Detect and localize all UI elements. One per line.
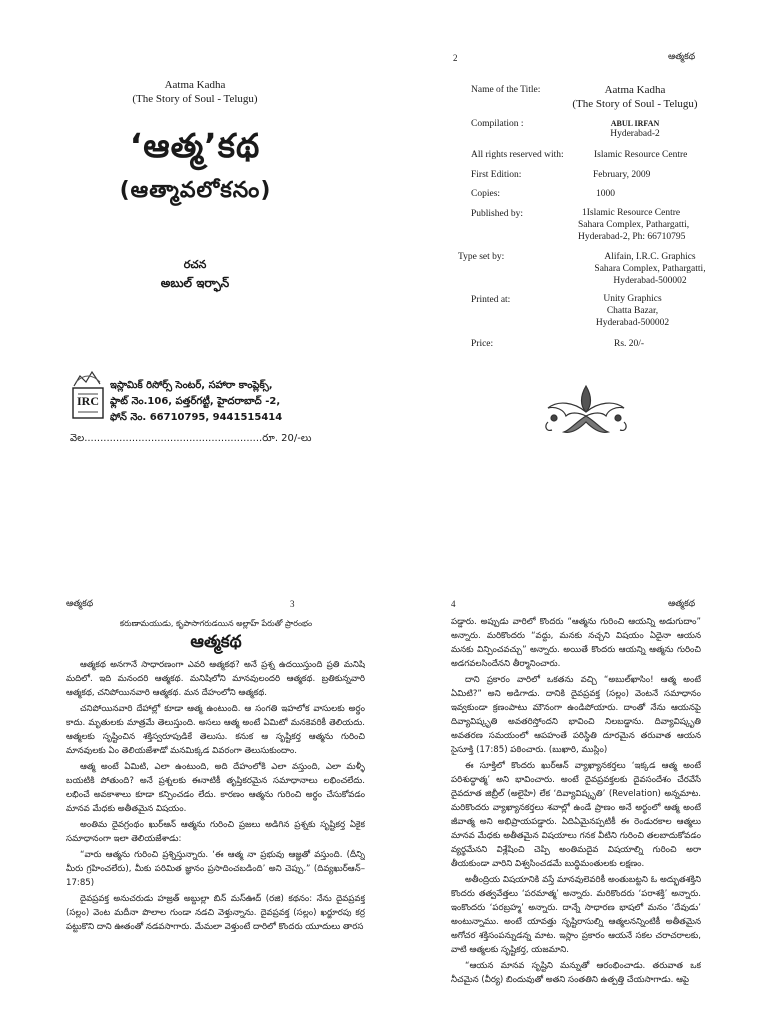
title-line-2: (The Story of Soul - Telugu) <box>132 93 258 105</box>
paragraph: పడ్డారు. అప్పుడు వారిలో కొందరు “ఆత్మను గురించి ఆయన్ని అడుగుదాం” అన్నారు. మరికొందరు “వద్దు, మనకు నచ్చని విషయం ఏదైనా ఆయన మనకు విన్పించవచ్చు” అన్నారు. అయితే కొందరు ఆయన్ని ఆత్మను గురించి అడగవలసిందేనని తీర్మానించారు. <box>451 617 701 669</box>
value-edition: February, 2009 <box>593 170 651 180</box>
title-english <box>100 78 290 106</box>
value-title-line2: (The Story of Soul - Telugu) <box>572 98 698 110</box>
author-name: అబుల్ ఇర్ఫాన్ <box>160 276 230 290</box>
paragraph: దాని ప్రకారం వారిలో ఒకతను వచ్చి “అబుల్‌ఖాసిం! ఆత్మ అంటే ఏమిటి?” అని అడిగాడు. దానికి దైవప్రవక్త (సల్లం) వెంటనే సమాధానం ఇవ్వకుండా క్రణంపాటు మౌనంగా ఉండిపోయారు. దాంతో నేను ఆయనపై దివ్యావిష్కృతి అవతరిస్తోందని భావించి నిలబడ్డాను. దివ్యావిష్కృతి అవతరణ సమయంలో ఆపహంతే పరిస్థితి దూరమైన తరువాత ఆయన సైసూక్తి (17:85) పఠించారు. (బుఖారి, ముస్లిం) <box>451 675 701 755</box>
value-typeset-line2: Sahara Complex, Pathargatti, <box>594 264 706 274</box>
value-compilation-line1: ABUL IRFAN <box>610 119 660 128</box>
running-head: ఆత్మకథ <box>66 599 94 609</box>
publisher-address <box>110 378 360 426</box>
written-by-label: రచన <box>183 258 207 271</box>
value-compilation-line2: Hyderabad-2 <box>610 129 660 139</box>
telugu-title: ‘ఆత్మ’కథ <box>129 126 261 165</box>
value-price: Rs. 20/- <box>614 339 645 349</box>
running-head: ఆత్మకథ <box>668 52 696 62</box>
price-line: వెల........................................................రూ. 20/-లు <box>70 433 312 444</box>
value-published-line3: Hyderabad-2, Ph: 66710795 <box>578 232 686 242</box>
invocation: కరుణామయుడు, కృపాసాగరుడయిన అల్లాహ్ పేరుతో ప్రారంభం <box>119 619 313 628</box>
page-number: 4 <box>451 599 456 609</box>
telugu-subtitle: (ఆత్మావలోకనం) <box>119 178 272 203</box>
quotation: “వారు ఆత్మను గురించి ప్రశ్నిస్తున్నారు. ‘ఈ ఆత్మ నా ప్రభువు ఆజ్ఞతో వస్తుంది. (దీన్ని మీరు గ్రహించలేరు), మీకు పరిమిత జ్ఞానం ప్రసాదించబడింది’ అని చెప్పు.” (దివ్యఖుర్ఆన్–17:85) <box>66 850 365 888</box>
label-rights: All rights reserved with: <box>471 150 564 160</box>
value-printed-line2: Chatta Bazar, <box>606 306 659 316</box>
title-line-1: Aatma Kadha <box>164 79 226 91</box>
value-typeset-line3: Hyderabad-500002 <box>613 276 687 286</box>
value-typeset-line1: Alifain, I.R.C. Graphics <box>604 252 696 262</box>
label-title: Name of the Title: <box>471 85 541 95</box>
label-typeset: Type set by: <box>458 252 505 262</box>
value-rights: Islamic Resource Centre <box>594 150 688 160</box>
body-text <box>451 615 701 1020</box>
paragraph: అతీంద్రియ విషయానికి వస్తే మానవులెవరికీ అంతుబట్టని ఓ అద్భుతశక్తిని కొందరు తత్వవేత్తలు ‘పరమాత్మ’ అన్నారు. మరికొందరు ‘పరాశక్తి’ అన్నారు. ఇంకొందరు ‘పరబ్రహ్మ’ అన్నారు. దాన్నే సాధారణ భాషలో మనం ‘దేవుడు’ అంటున్నాము. అంటే యావత్తు సృష్టిరాసుల్ని ఆత్మలనన్నింటికీ అతీతమైన అగోచర శక్తిసంపన్నుడన్న మాట. ఇస్లాం ప్రకారం ఆయనే సకల చరాచరాలకు, వాటి ఆత్మలకు సృష్టికర్త, యజమాని. <box>451 875 701 955</box>
publisher-line-1: ఇస్లామిక్ రిసోర్స్ సెంటర్, సహారా కాంప్లెక్స్, <box>110 380 273 391</box>
label-price: Price: <box>471 339 494 349</box>
value-title-line1: Aatma Kadha <box>604 84 666 96</box>
section-heading: ఆత్మకథ <box>190 632 242 652</box>
label-copies: Copies: <box>471 189 501 199</box>
paragraph: అంతిమ దైవగ్రంథం ఖుర్ఆన్ ఆత్మను గురించి ప్రజలు అడిగిన ప్రశ్నకు సృష్టికర్త ఏకైక సమాధానంగా ఇలా తెలియజేశాడు: <box>66 820 365 844</box>
label-compilation: Compilation : <box>471 119 524 129</box>
running-head: ఆత్మకథ <box>668 599 696 609</box>
paragraph: ఈ సూక్తిలో కొందరు ఖుర్ఆన్ వ్యాఖ్యానకర్తలు ‘ఇక్కడ ఆత్మ అంటే పరిశుద్ధాత్మ’ అని భావించారు. అంటే దైవప్రవక్తలకు దైవసందేశం చేరవేసే దైవదూత జిబ్రీల్ (అలైహి) లేక ‘దివ్యావిష్కృతి’ (Revelation) అన్నమాట. మరికొందరు వ్యాఖ్యానకర్తలు శవాల్లో ఉండే ప్రాణం అనే అర్థంలో ఆత్మ అంటే జీవాత్మ అని అభిప్రాయపడ్డారు. ఏదిఏమైనప్పటికీ ఈ రెండురకాల ఆత్మలు మానవ మేధకు అతీతమైన విషయాలు గనక వీటిని గురించి తలబాదుకోవడం వ్యర్థమేనని విశ్లేషించి చెప్పి అంతిమదైవ విషయాల్ని గురించి అరా తీయకుండా వారిని విశ్వసించడమే బుద్ధిమంతులకు లక్షణం. <box>451 761 701 869</box>
label-edition: First Edition: <box>471 170 522 180</box>
body-text <box>66 658 365 1018</box>
paragraph: “ఆయన మానవ సృష్టిని మన్నుతో ఆరంభించాడు. తరువాత ఒక నీచమైన (వీర్య) బిందువుతో అతని సంతతిని ఉత్పత్తి చేయసాగాడు. ఆపై <box>451 961 701 985</box>
value-published-line2: Sahara Complex, Pathargatti, <box>578 220 690 230</box>
value-printed-line3: Hyderabad-500002 <box>595 318 670 328</box>
paragraph: ఆత్మ అంటే ఏమిటి, ఎలా ఉంటుంది, అది దేహంలోకి ఎలా వస్తుంది, ఎలా మళ్ళీ బయటికి పోతుంది? అనే ప్రశ్నలకు ఈనాటికీ తృప్తికరమైన సమాధానాలు లభించలేదు. లభించే అవకాశాలు కూడా కన్పించడం లేదు. కారణం ఆత్మను గురించి అర్థం చేసుకోవడం మానవ మేధకు అతీతమైన విషయం. <box>66 762 365 814</box>
label-printed: Printed at: <box>471 295 511 305</box>
value-compilation <box>585 118 685 140</box>
value-title <box>560 83 710 111</box>
label-published: Published by: <box>471 209 523 219</box>
value-published <box>578 207 718 243</box>
value-printed-line1: Unity Graphics <box>603 294 662 304</box>
page-number: 3 <box>290 599 295 609</box>
paragraph: చనిపోయినవారి దేహాల్లో కూడా ఆత్మ ఉంటుంది. ఆ సంగతి ఇహలోక వాసులకు అర్థం కాదు. మృతులకు మాత్రమే తెలుస్తుంది. అసలు ఆత్మ అంటే ఏమిటో మనకెవరికీ తెలియదు. ఆత్మలకు సృష్టించిన శక్తిస్వరూపుడికే తెలుసు. కనుక ఆ సృష్టికర్త ఆత్మను గురించి మానవులకు ఏం తెలియజేశాడో మనమిక్కడ వివరంగా తెలుసుకుందాం. <box>66 704 365 756</box>
value-published-line1: 1Islamic Resource Centre <box>582 208 681 218</box>
publisher-line-2: ఫ్లాట్ నెం.106, పత్తర్‌గట్టీ, హైదరాబాద్ -2, <box>110 396 281 407</box>
page-number: 2 <box>453 53 458 63</box>
paragraph: ఆత్మకథ అనగానే సాధారణంగా ఎవరి ఆత్మకథ? అనే ప్రశ్న ఉదయిస్తుంది ప్రతి మనిషి మదిలో. ఇది మనందరి ఆత్మకథ. మనిషిలోని మానవులందరి ఆత్మకథ. బ్రతికున్నవారి ఆత్మకథ, చనిపోయినవారి ఆత్మకథ. మన దేహంలోని ఆత్మకథ. <box>66 660 365 698</box>
value-printed <box>575 293 690 329</box>
logo-text: IRC <box>76 394 99 408</box>
fleuron-ornament-icon <box>540 382 632 438</box>
publisher-line-3: ఫోన్ నెం. 66710795, 9441515414 <box>110 412 283 423</box>
value-typeset <box>585 251 715 287</box>
value-copies: 1000 <box>596 189 615 199</box>
irc-logo <box>70 368 104 420</box>
paragraph: దైవప్రవక్త అనుచరుడు హజ్రత్ అబ్దుల్లా బిన్ మస్ఊద్ (రజి) కథనం: నేను దైవప్రవక్త (సల్లం) వెంట మదీనా పొలాల గుండా నడచి వెళ్తున్నాను. దైవప్రవక్త (సల్లం) ఖర్జూరపు కర్ర పట్టుకొని దాని ఊతంతో నడవసాగారు. మేమలా వెళ్తుంటే దారిలో కొందరు యూదులు తారస <box>66 894 365 932</box>
